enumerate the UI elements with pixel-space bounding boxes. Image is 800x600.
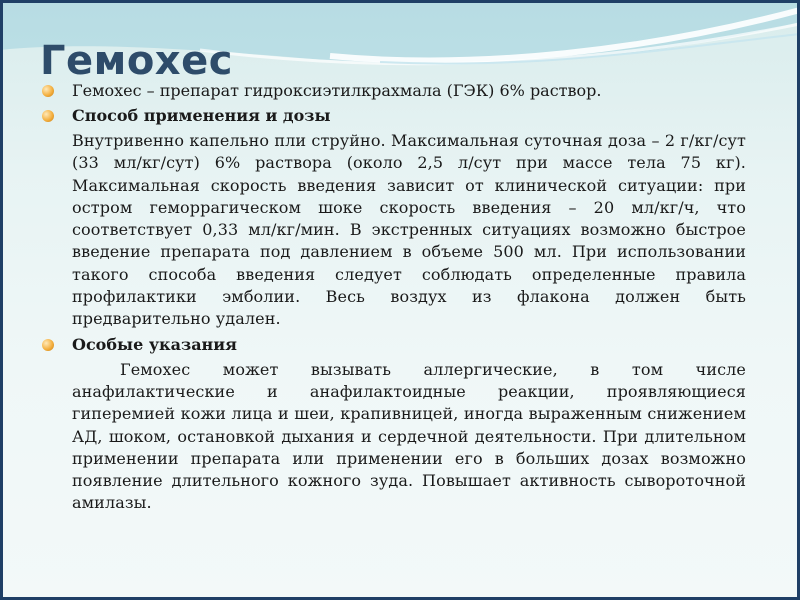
section2-heading: Особые указания (72, 334, 237, 354)
bullet-icon (42, 85, 54, 97)
bullet-icon (42, 110, 54, 122)
bullet-intro (46, 80, 746, 102)
intro-text: Гемохес – препарат гидроксиэтилкрахмала (ГЭК) 6% раствор. (72, 81, 602, 100)
slide-title: Гемохес (40, 38, 233, 84)
bullet-section2 (46, 334, 746, 356)
bullet-section1 (46, 105, 746, 127)
section2-text: Гемохес может вызывать аллергические, в том числе анафилактические и анафилактоидные реакции, проявляющиеся гиперемией кожи лица и шеи, крапивницей, иногда выраженным снижением АД, шоком, остановкой дыхания и сердечной деятельности. При длительном применении препарата или применении его в больших дозах возможно появление длительного кожного зуда. Повышает активность сывороточной амилазы. (72, 359, 746, 513)
bullet-icon (42, 339, 54, 351)
section1-heading: Способ применения и дозы (72, 106, 331, 125)
section1-text: Внутривенно капельно пли струйно. Максимальная суточная доза – 2 г/кг/сут (33 мл/кг/сут) 6% раствора (около 2,5 л/сут при массе тела 75 кг). Максимальная скорость введения зависит от клинической ситуации: при остром геморрагическом шоке скорость введения – 20 мл/кг/ч, что соответствует 0,33 мл/кг/мин. В экстренных ситуациях возможно быстрое введение препарата под давлением в объеме 500 мл. При использовании такого способа введения следует соблюдать определенные правила профилактики эмболии. Весь воздух из флакона должен быть предварительно удален. (72, 131, 746, 329)
slide-content (46, 80, 746, 515)
